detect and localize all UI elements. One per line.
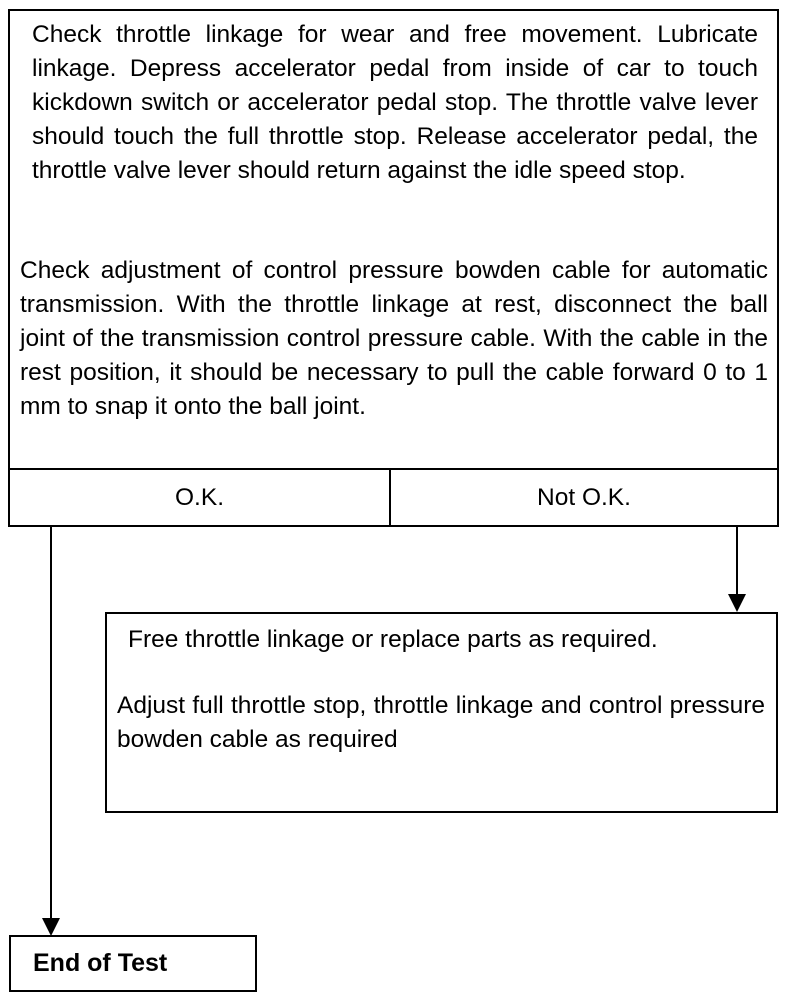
adjust-stop-text: Adjust full throttle stop, throttle linkage and control pressure bowden cable as required xyxy=(117,692,765,753)
ok-flow-arrow xyxy=(42,527,60,936)
free-linkage-text: Free throttle linkage or replace parts as required. xyxy=(128,626,658,653)
end-of-test-label: End of Test xyxy=(33,949,168,977)
not-ok-outcome-button[interactable]: Not O.K. xyxy=(389,468,779,527)
arrowhead-down-icon xyxy=(728,594,746,612)
arrowhead-down-icon xyxy=(42,918,60,936)
end-of-test-box xyxy=(9,935,257,992)
check-throttle-linkage-text: Check throttle linkage for wear and free movement. Lubricate linkage. Depress accelerator pedal from inside of car to touch kickdown switch or accelerator pedal stop. The throttle valve lever should touch the full throttle stop. Release accelerator pedal, the throttle valve lever should return against the idle speed stop. xyxy=(32,21,758,184)
not-ok-flow-arrow xyxy=(728,527,746,612)
check-bowden-cable-text: Check adjustment of control pressure bowden cable for automatic transmission. With the throttle linkage at rest, disconnect the ball joint of the transmission control pressure cable. With the cable in the rest position, it should be necessary to pull the cable forward 0 to 1 mm to snap it onto the ball joint. xyxy=(20,257,768,420)
ok-outcome-button[interactable]: O.K. xyxy=(8,468,391,527)
